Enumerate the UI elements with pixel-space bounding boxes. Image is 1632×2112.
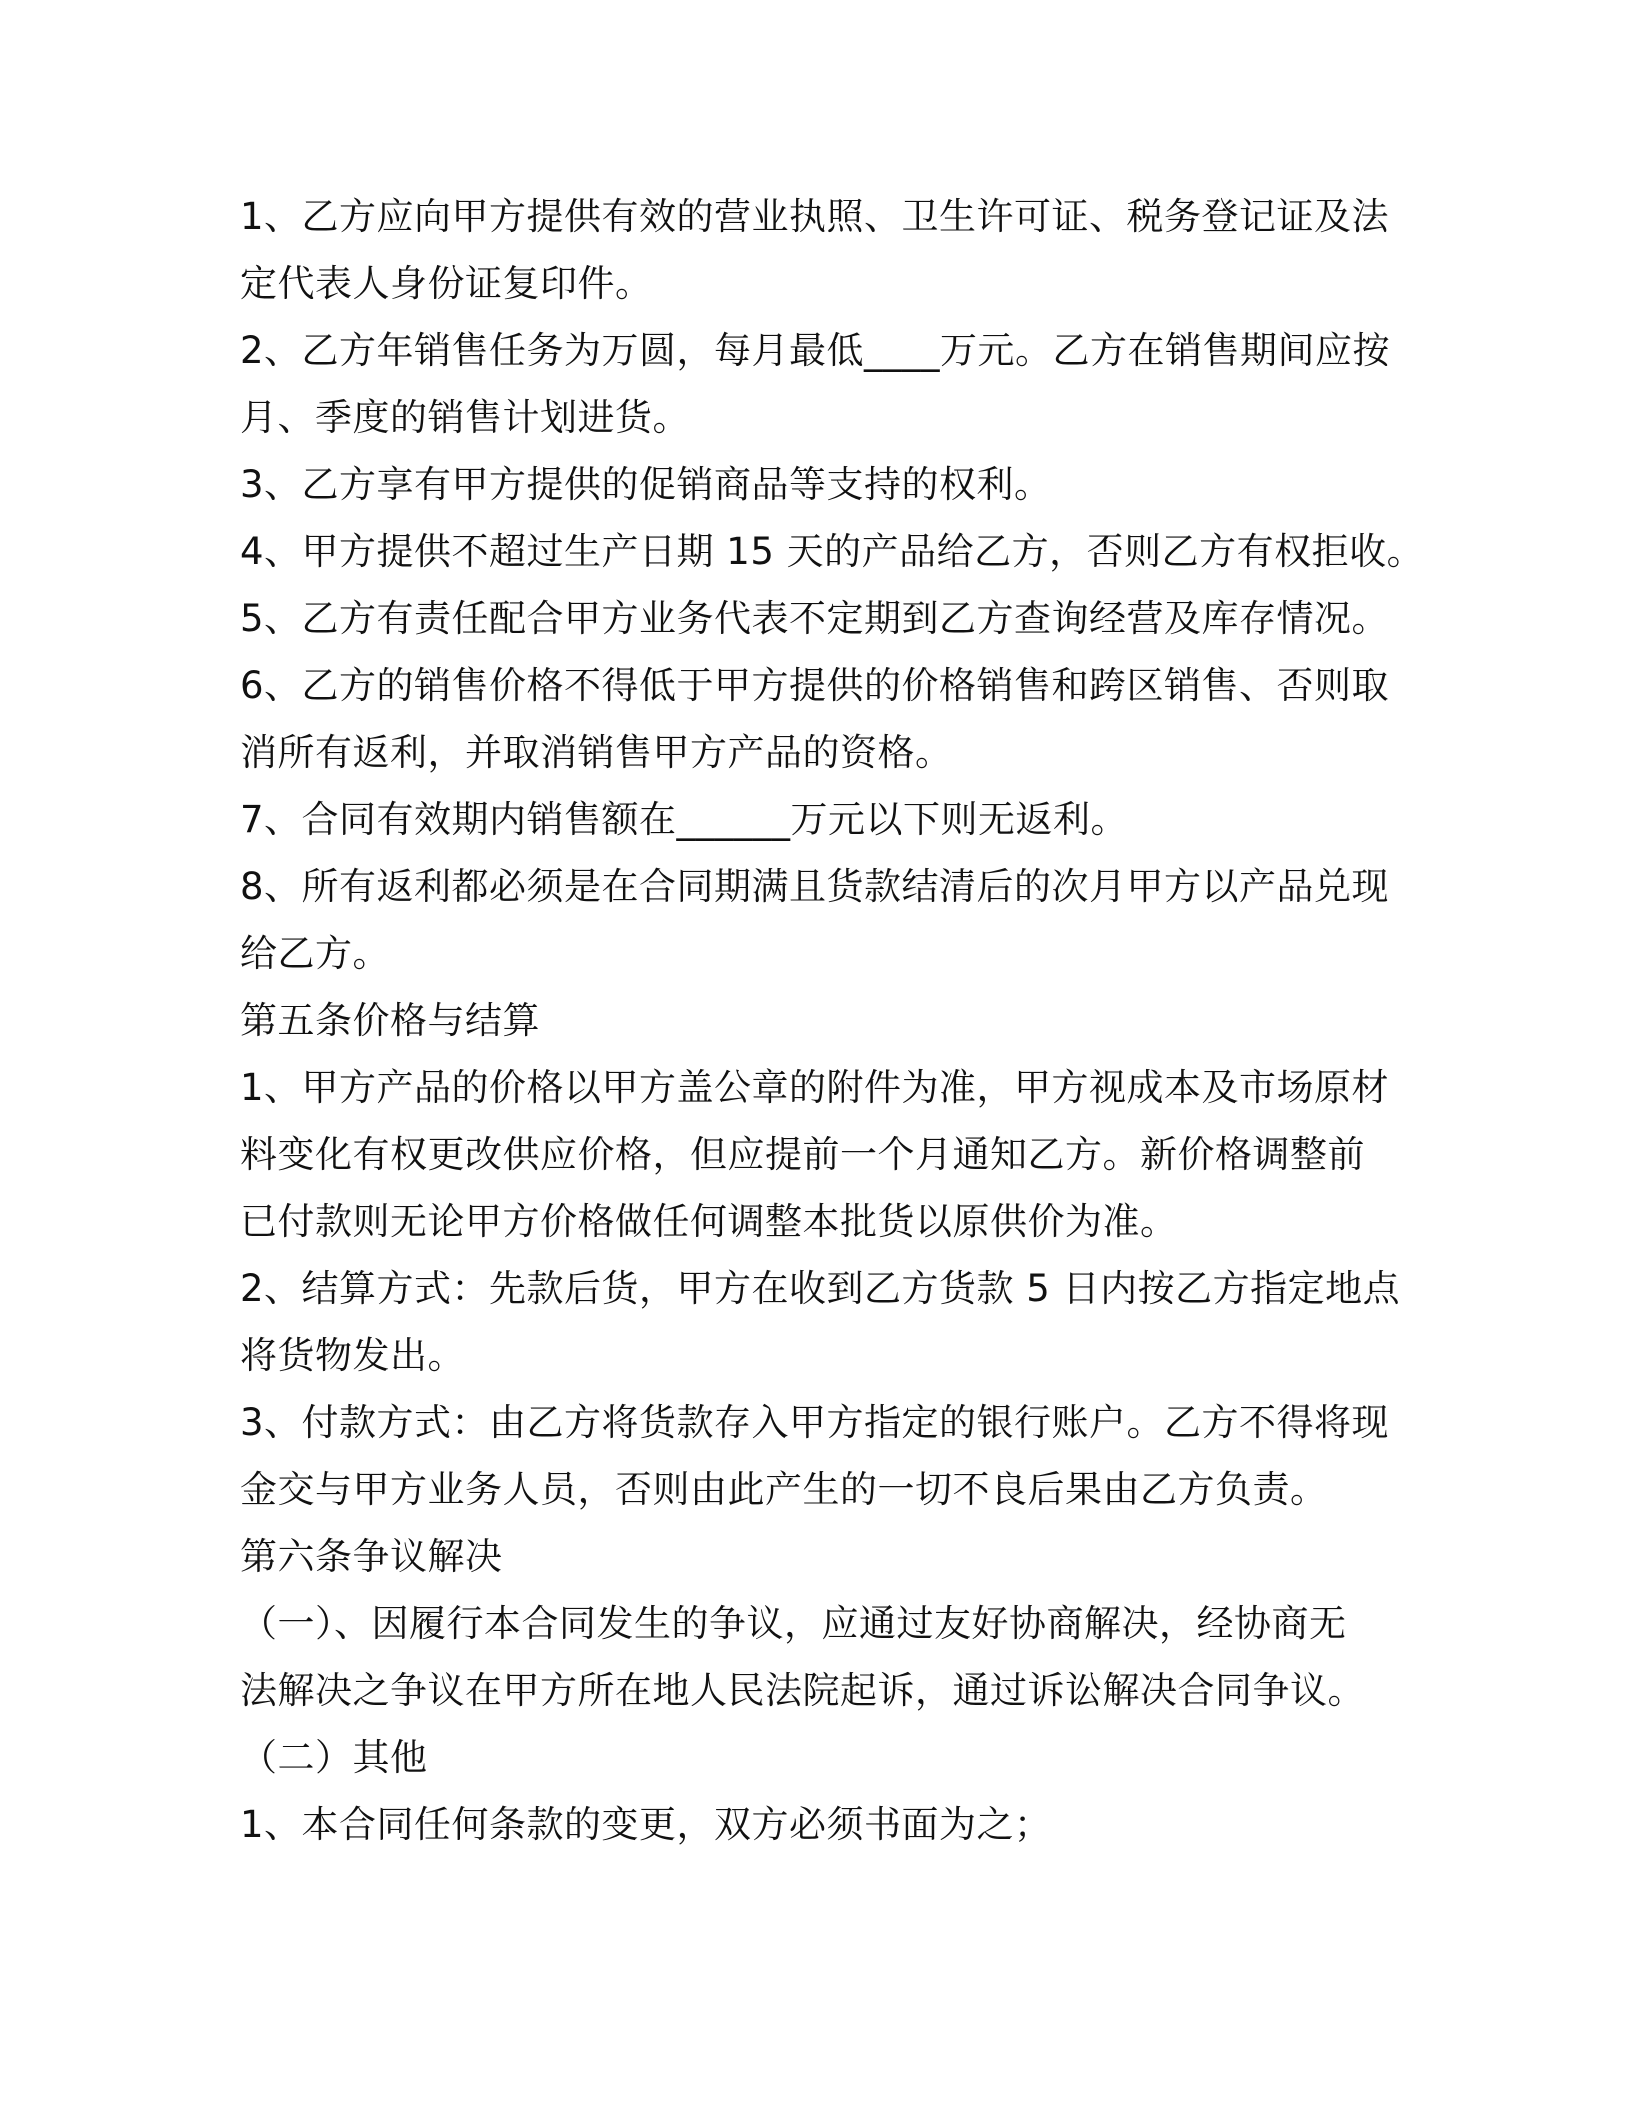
text-line: 1、本合同任何条款的变更，双方必须书面为之； bbox=[240, 1803, 1052, 1846]
text-line: 3、乙方享有甲方提供的促销商品等支持的权利。 bbox=[240, 463, 1052, 506]
text-line: 2、乙方年销售任务为万圆，每月最低____万元。乙方在销售期间应按 bbox=[240, 329, 1391, 372]
text-line: 给乙方。 bbox=[240, 932, 390, 975]
text-line: 1、甲方产品的价格以甲方盖公章的附件为准，甲方视成本及市场原材 bbox=[240, 1066, 1390, 1109]
text-line: （一）、因履行本合同发生的争议，应通过友好协商解决，经协商无 bbox=[240, 1602, 1347, 1645]
text-line: 月、季度的销售计划进货。 bbox=[240, 396, 690, 439]
text-line: 7、合同有效期内销售额在______万元以下则无返利。 bbox=[240, 798, 1129, 841]
text-line: 5、乙方有责任配合甲方业务代表不定期到乙方查询经营及库存情况。 bbox=[240, 597, 1390, 640]
text-line: 6、乙方的销售价格不得低于甲方提供的价格销售和跨区销售、否则取 bbox=[240, 664, 1390, 707]
text-line: 消所有返利，并取消销售甲方产品的资格。 bbox=[240, 731, 953, 774]
text-line: 定代表人身份证复印件。 bbox=[240, 262, 653, 305]
text-line: 3、付款方式：由乙方将货款存入甲方指定的银行账户。乙方不得将现 bbox=[240, 1401, 1390, 1444]
subsection-heading: （二）其他 bbox=[240, 1736, 428, 1779]
text-line: 1、乙方应向甲方提供有效的营业执照、卫生许可证、税务登记证及法 bbox=[240, 195, 1390, 238]
text-line: 料变化有权更改供应价格，但应提前一个月通知乙方。新价格调整前 bbox=[240, 1133, 1365, 1176]
text-line: 金交与甲方业务人员，否则由此产生的一切不良后果由乙方负责。 bbox=[240, 1468, 1328, 1511]
text-line: 已付款则无论甲方价格做任何调整本批货以原供价为准。 bbox=[240, 1200, 1178, 1243]
section-heading: 第六条争议解决 bbox=[240, 1535, 503, 1578]
document-body bbox=[240, 183, 1425, 1858]
text-line: 4、甲方提供不超过生产日期 15 天的产品给乙方，否则乙方有权拒收。 bbox=[240, 530, 1425, 573]
text-line: 将货物发出。 bbox=[240, 1334, 465, 1377]
text-line: 2、结算方式：先款后货，甲方在收到乙方货款 5 日内按乙方指定地点 bbox=[240, 1267, 1401, 1310]
text-line: 法解决之争议在甲方所在地人民法院起诉，通过诉讼解决合同争议。 bbox=[240, 1669, 1365, 1712]
section-heading: 第五条价格与结算 bbox=[240, 999, 540, 1042]
text-line: 8、所有返利都必须是在合同期满且货款结清后的次月甲方以产品兑现 bbox=[240, 865, 1390, 908]
